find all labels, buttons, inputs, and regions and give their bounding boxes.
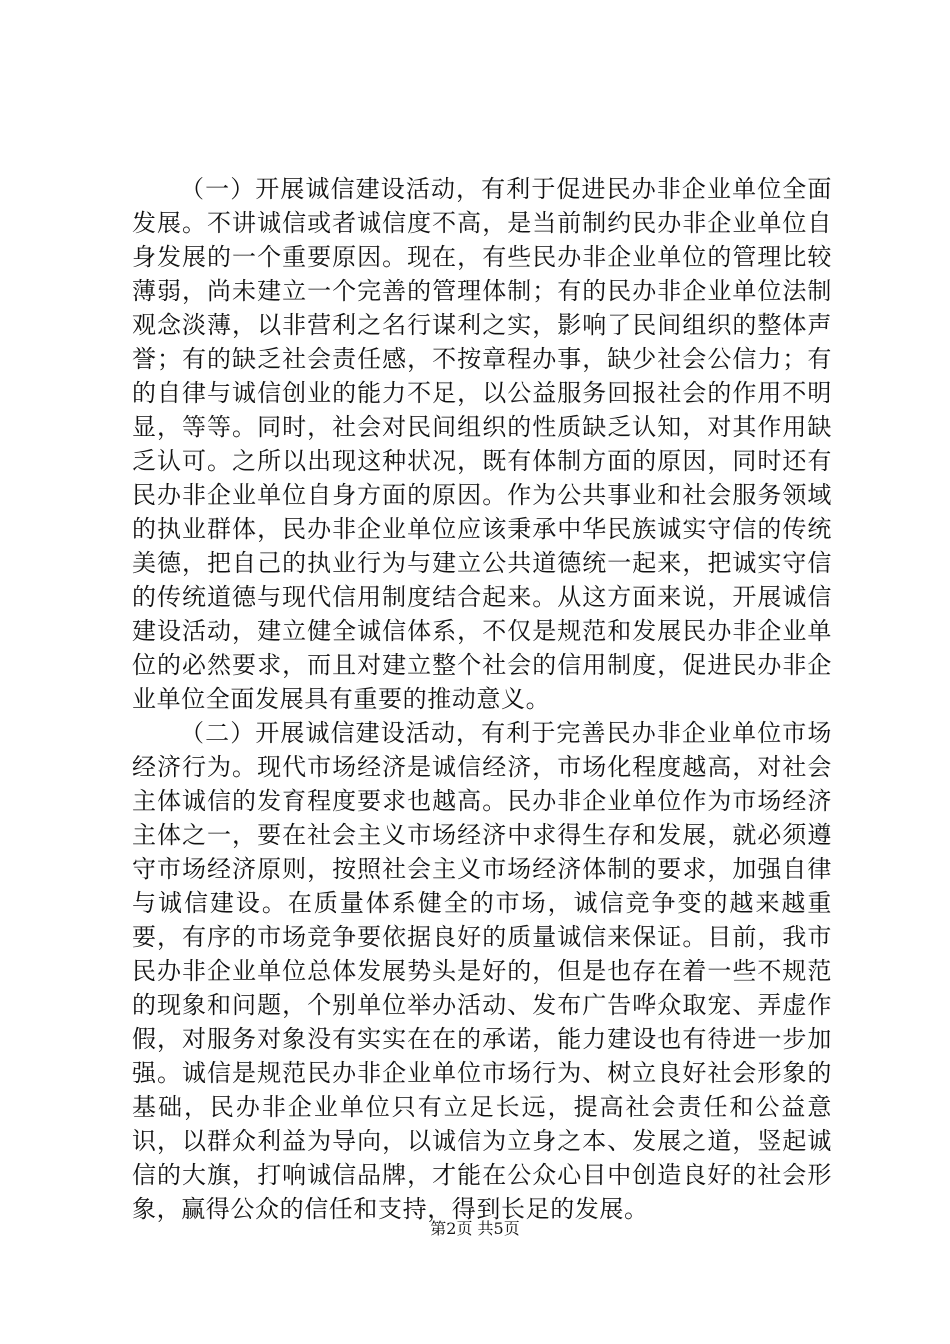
document-body xyxy=(132,172,832,1226)
paragraph-1: （一）开展诚信建设活动，有利于促进民办非企业单位全面发展。不讲诚信或者诚信度不高，是当前制约民办非企业单位自身发展的一个重要原因。现在，有些民办非企业单位的管理比较薄弱，尚未建立一个完善的管理体制；有的民办非企业单位法制观念淡薄，以非营利之名行谋利之实，影响了民间组织的整体声誉；有的缺乏社会责任感，不按章程办事，缺少社会公信力；有的自律与诚信创业的能力不足，以公益服务回报社会的作用不明显，等等。同时，社会对民间组织的性质缺乏认知，对其作用缺乏认可。之所以出现这种状况，既有体制方面的原因，同时还有民办非企业单位自身方面的原因。作为公共事业和社会服务领域的执业群体，民办非企业单位应该秉承中华民族诚实守信的传统美德，把自己的执业行为与建立公共道德统一起来，把诚实守信的传统道德与现代信用制度结合起来。从这方面来说，开展诚信建设活动，建立健全诚信体系，不仅是规范和发展民办非企业单位的必然要求，而且对建立整个社会的信用制度，促进民办非企业单位全面发展具有重要的推动意义。 xyxy=(132,175,832,713)
page-footer: 第2页 共5页 xyxy=(430,1219,520,1238)
paragraph-2: （二）开展诚信建设活动，有利于完善民办非企业单位市场经济行为。现代市场经济是诚信经济，市场化程度越高，对社会主体诚信的发育程度要求也越高。民办非企业单位作为市场经济主体之一，要在社会主义市场经济中求得生存和发展，就必须遵守市场经济原则，按照社会主义市场经济体制的要求，加强自律与诚信建设。在质量体系健全的市场，诚信竞争变的越来越重要，有序的市场竞争要依据良好的质量诚信来保证。目前，我市民办非企业单位总体发展势头是好的，但是也存在着一些不规范的现象和问题，个别单位举办活动、发布广告哗众取宠、弄虚作假，对服务对象没有实实在在的承诺，能力建设也有待进一步加强。诚信是规范民办非企业单位市场行为、树立良好社会形象的基础，民办非企业单位只有立足长远，提高社会责任和公益意识，以群众利益为导向，以诚信为立身之本、发展之道，竖起诚信的大旗，打响诚信品牌，才能在公众心目中创造良好的社会形象，赢得公众的信任和支持，得到长足的发展。 xyxy=(132,719,832,1223)
